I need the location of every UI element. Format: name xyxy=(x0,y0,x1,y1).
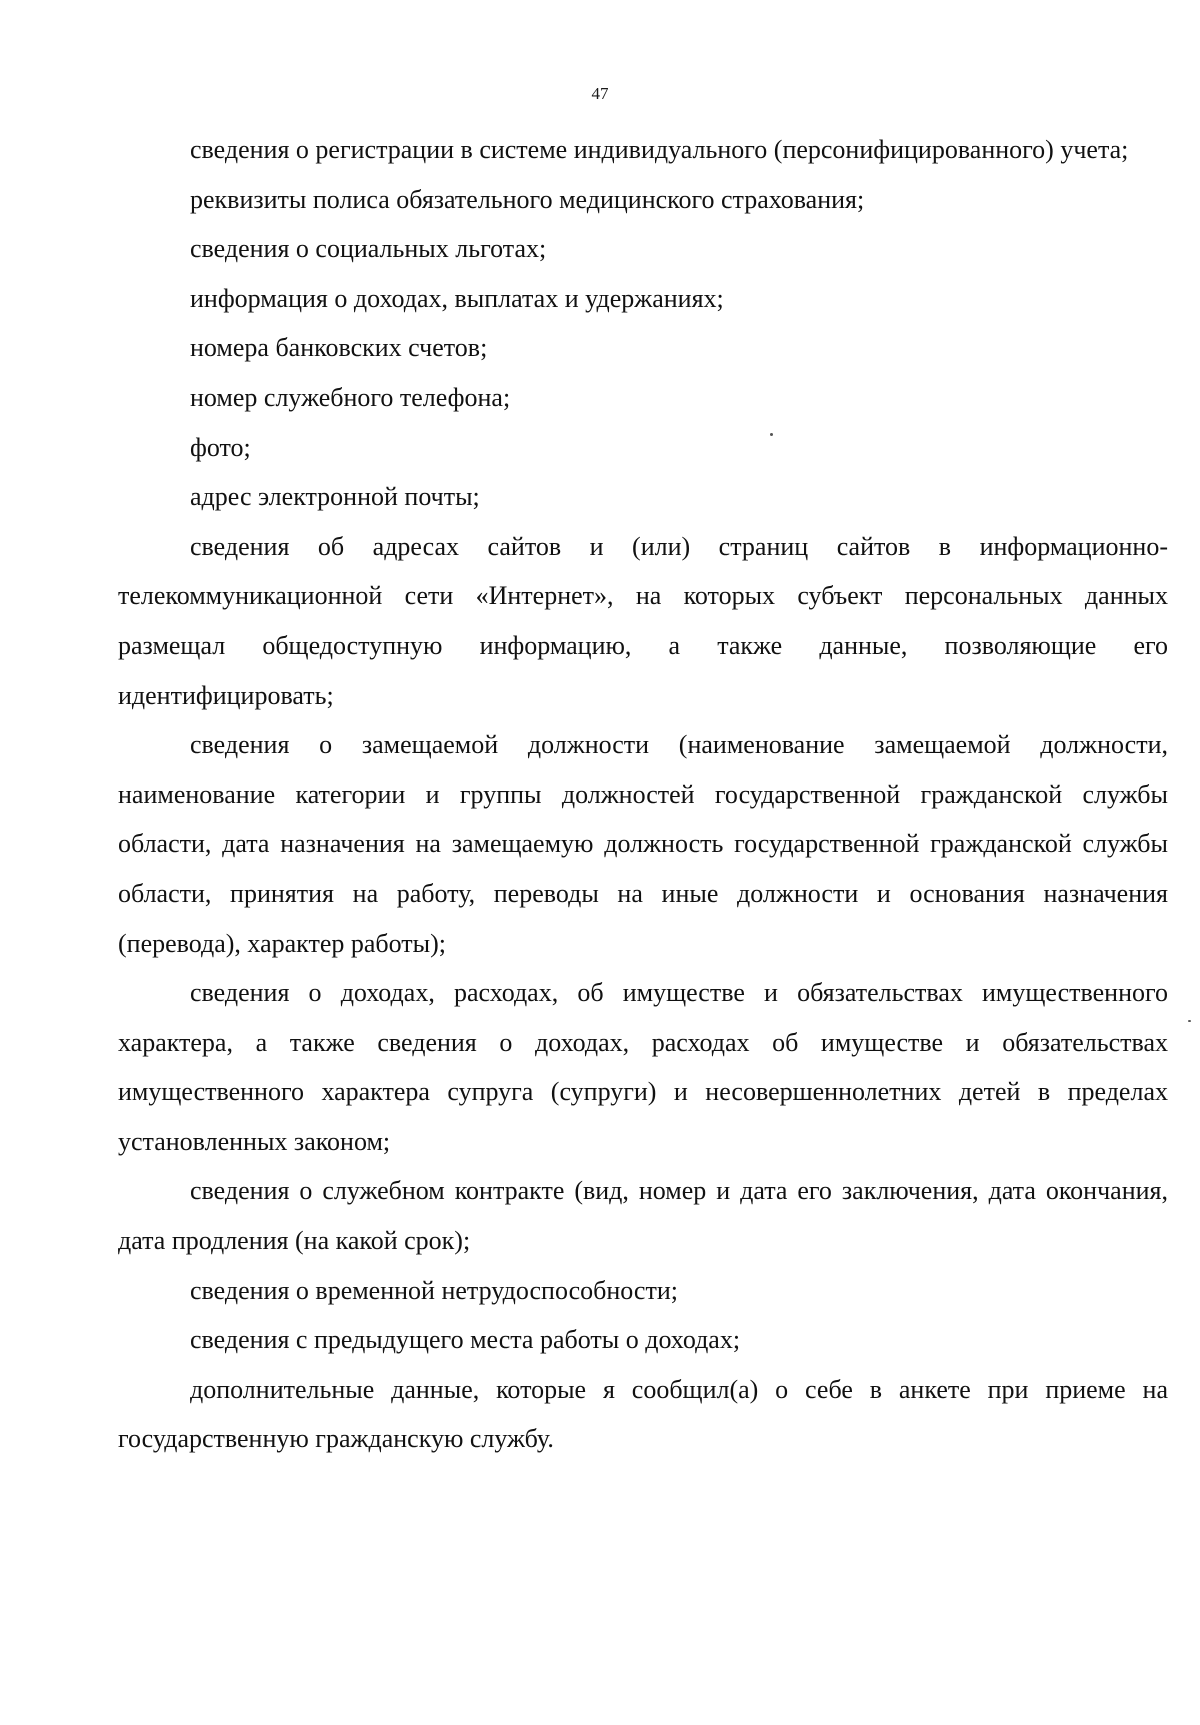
paragraph-income-property: сведения о доходах, расходах, об имуществе и обязательствах имущественного характера, а также сведения о доходах, расходах об имуществе и обязательствах имущественного характера супруга (супруги) и несовершеннолетних детей в пределах установленных законом; xyxy=(118,978,1168,1156)
paragraph-work-phone: номер служебного телефона; xyxy=(190,382,511,412)
paragraph-position: сведения о замещаемой должности (наименование замещаемой должности, наименование категории и группы должностей государственной гражданской службы области, дата назначения на замещаемую должность государственной гражданской службы области, принятия на работу, переводы на иные должности и основания назначения (перевода), характер работы); xyxy=(118,730,1168,958)
paragraph-email: адрес электронной почты; xyxy=(190,482,480,512)
paragraph-bank-accounts: номера банковских счетов; xyxy=(190,333,488,363)
paragraph-sick-leave: сведения о временной нетрудоспособности; xyxy=(190,1275,678,1305)
page-number: 47 xyxy=(591,84,609,103)
paragraph-additional-data: дополнительные данные, которые я сообщил(а) о себе в анкете при приеме на государственную гражданскую службу. xyxy=(118,1374,1168,1454)
paragraph-previous-job-income: сведения с предыдущего места работы о доходах; xyxy=(190,1325,741,1355)
paragraph-medical-insurance: реквизиты полиса обязательного медицинского страхования; xyxy=(190,184,865,214)
paragraph-social-benefits: сведения о социальных льготах; xyxy=(190,234,547,264)
scan-speck xyxy=(1188,1020,1191,1022)
paragraph-pension-registration: сведения о регистрации в системе индивидуального (персонифицированного) учета; xyxy=(190,135,1129,164)
paragraph-service-contract: сведения о служебном контракте (вид, номер и дата его заключения, дата окончания, дата продления (на какой срок); xyxy=(118,1176,1168,1256)
paragraph-income-payments: информация о доходах, выплатах и удержаниях; xyxy=(190,283,724,313)
document-body xyxy=(118,125,1168,1464)
paragraph-photo: фото; xyxy=(190,432,251,462)
paragraph-websites: сведения об адресах сайтов и (или) страниц сайтов в информационно-телекоммуникационной сети «Интернет», на которых субъект персональных данных размещал общедоступную информацию, а также данные, позволяющие его идентифицировать; xyxy=(118,531,1168,710)
scan-speck xyxy=(770,433,773,436)
